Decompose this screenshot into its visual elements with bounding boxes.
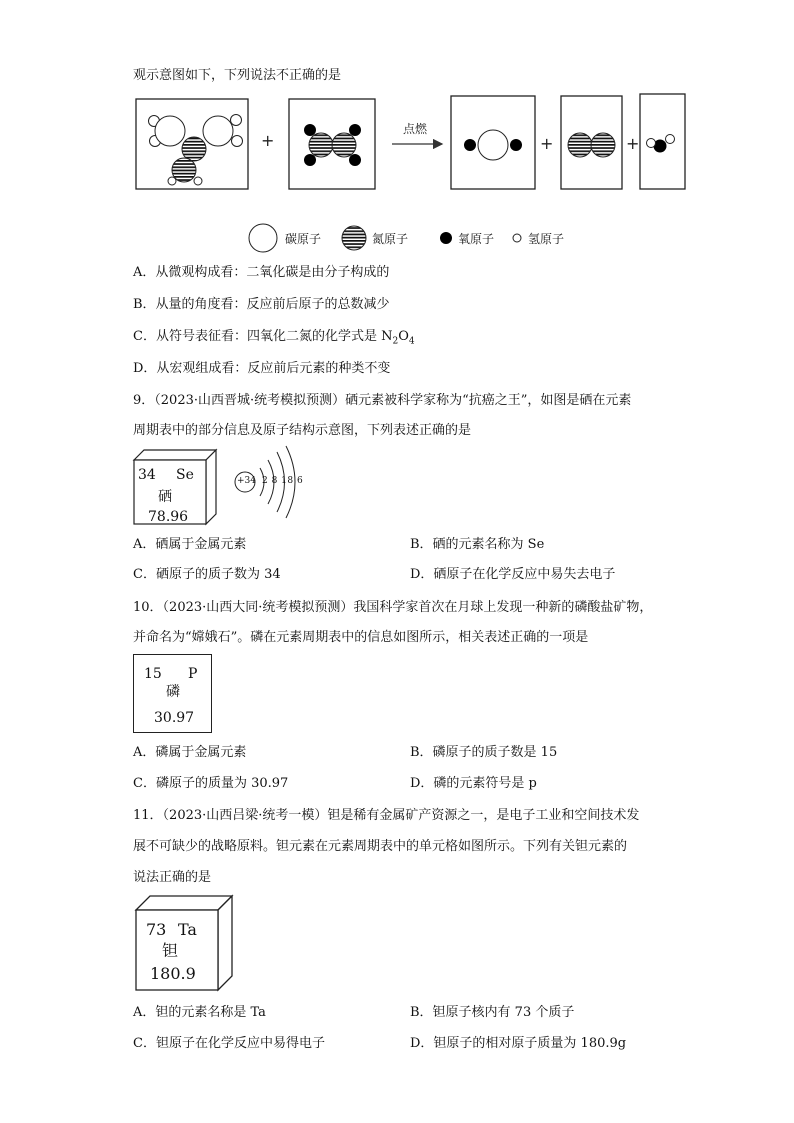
legend-hydrogen-label: 氢原子 [528, 232, 565, 246]
nitrogen-atom [568, 133, 592, 157]
hydrogen-atom [231, 115, 242, 126]
q8-option-b: B．从量的角度看：反应前后原子的总数减少 [133, 297, 390, 312]
q8-stem: 观示意图如下，下列说法不正确的是 [133, 68, 342, 83]
oxygen-atom [304, 154, 316, 166]
q9-element-name: 硒 [158, 489, 172, 505]
legend-carbon-icon [249, 224, 277, 252]
q9-stem-line1: 9．（2023·山西晋城·统考模拟预测）硒元素被科学家称为“抗癌之王”，如图是硒在元素 [133, 393, 632, 408]
oxygen-atom [304, 124, 316, 136]
q8-option-c-text: C．从符号表征看：四氧化二氮的化学式是 N [133, 329, 393, 344]
hydrogen-atom [647, 139, 656, 148]
q10-option-b: B．磷原子的质子数是 15 [410, 745, 558, 760]
q8-option-d: D．从宏观组成看：反应前后元素的种类不变 [133, 361, 391, 376]
arrow-label: 点燃 [403, 122, 428, 136]
q10-atomic-number: 15 [144, 666, 162, 682]
q8-option-c [133, 328, 415, 351]
plus-sign: + [261, 131, 275, 150]
q10-atomic-mass: 30.97 [154, 710, 195, 726]
hydrogen-atom [168, 177, 176, 185]
oxygen-atom [464, 139, 476, 151]
q10-element-name: 磷 [166, 684, 180, 700]
carbon-atom [478, 130, 508, 160]
legend-carbon-label: 碳原子 [285, 232, 322, 246]
q11-element-name: 钽 [162, 941, 179, 960]
q10-element-symbol: P [188, 666, 198, 682]
q10-option-a: A．磷属于金属元素 [133, 745, 247, 760]
q11-option-d: D．钽原子的相对原子质量为 180.9g [410, 1036, 627, 1051]
q11-atomic-number: 73 [146, 920, 167, 939]
hydrogen-atom [666, 135, 675, 144]
q10-option-d: D．磷的元素符号是 p [410, 776, 537, 791]
legend-nitrogen-icon [342, 226, 366, 250]
q11-stem-line1: 11．（2023·山西吕梁·统考一模）钽是稀有金属矿产资源之一，是电子工业和空间技术发 [133, 808, 640, 823]
oxygen-atom [349, 154, 361, 166]
nitrogen-atom [182, 137, 206, 161]
q10-stem-line1: 10．（2023·山西大同·统考模拟预测）我国科学家首次在月球上发现一种新的磷酸盐矿物， [133, 600, 653, 615]
oxygen-atom [510, 139, 522, 151]
q11-element-symbol: Ta [178, 920, 197, 939]
q8-option-c-sub2: 4 [408, 336, 415, 347]
reaction-diagram [0, 0, 794, 260]
nitrogen-atom [591, 133, 615, 157]
legend-nitrogen-label: 氮原子 [372, 232, 409, 246]
plus-sign: + [626, 134, 640, 153]
q9-atomic-mass: 78.96 [148, 509, 189, 525]
legend-oxygen-icon [440, 232, 452, 244]
nitrogen-atom [332, 133, 356, 157]
nitrogen-atom [309, 133, 333, 157]
q9-option-a: A．硒属于金属元素 [133, 537, 247, 552]
q9-option-b: B．硒的元素名称为 Se [410, 537, 545, 552]
q9-atomic-number: 34 [138, 467, 156, 483]
q10-option-c: C．磷原子的质量为 30.97 [133, 776, 289, 791]
q11-option-a: A．钽的元素名称是 Ta [133, 1005, 266, 1020]
plus-sign: + [540, 134, 554, 153]
legend-hydrogen-icon [513, 234, 521, 242]
selenium-nucleus-charge: +34 [237, 476, 256, 486]
oxygen-atom [349, 124, 361, 136]
q11-option-c: C．钽原子在化学反应中易得电子 [133, 1036, 325, 1051]
q8-option-c-o: O [398, 329, 409, 344]
selenium-electron-shells: 2 8 18 6 [262, 476, 304, 486]
q11-stem-line3: 说法正确的是 [133, 870, 212, 885]
carbon-atom [203, 116, 233, 146]
q11-stem-line2: 展不可缺少的战略原料。钽元素在元素周期表中的单元格如图所示。下列有关钽元素的 [133, 839, 628, 854]
q9-option-c: C．硒原子的质子数为 34 [133, 567, 281, 582]
legend-oxygen-label: 氧原子 [458, 232, 495, 246]
q9-element-symbol: Se [176, 467, 194, 483]
hydrogen-atom [232, 136, 243, 147]
q11-option-b: B．钽原子核内有 73 个质子 [410, 1005, 575, 1020]
q9-option-d: D．硒原子在化学反应中易失去电子 [410, 567, 616, 582]
q11-atomic-mass: 180.9 [150, 964, 196, 983]
carbon-atom [155, 116, 185, 146]
q9-stem-line2: 周期表中的部分信息及原子结构示意图，下列表述正确的是 [133, 423, 472, 438]
q10-stem-line2: 并命名为“嫦娥石”。磷在元素周期表中的信息如图所示，相关表述正确的一项是 [133, 630, 589, 645]
hydrogen-atom [194, 177, 202, 185]
q8-option-a: A．从微观构成看：二氧化碳是由分子构成的 [133, 265, 390, 280]
q8-option-c-sub1: 2 [392, 336, 399, 347]
